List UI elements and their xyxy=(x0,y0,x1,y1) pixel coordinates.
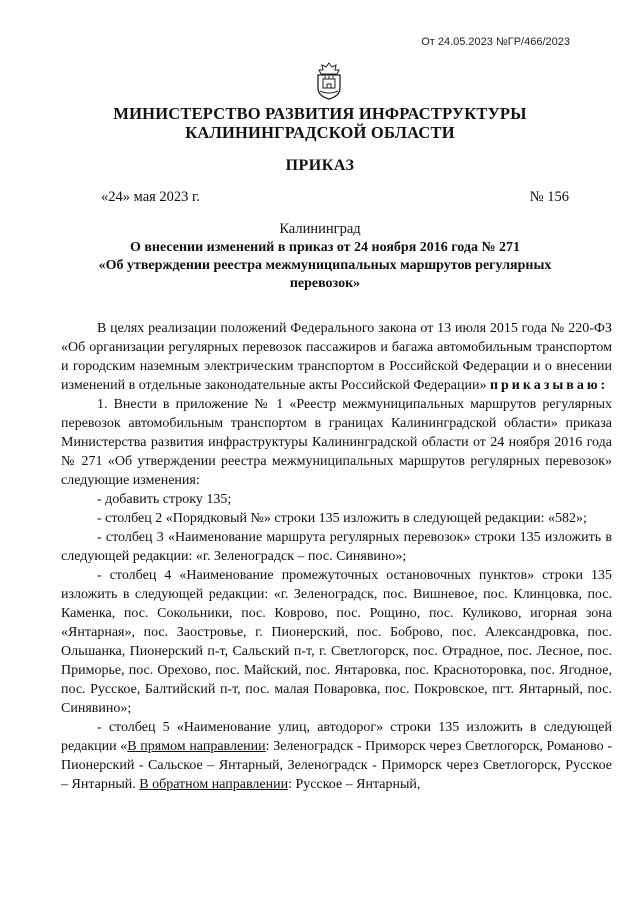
paragraph-column-2: - столбец 2 «Порядковый №» строки 135 изложить в следующей редакции: «582»; xyxy=(97,511,587,526)
paragraph-column-4: - столбец 4 «Наименование промежуточных остановочных пунктов» строки 135 изложить в следующей редакции: «г. Зеленоградск, пос. Вишневое, пос. Клинцовка, пос. Каменка, пос. Сокольники, пос. Коврово, пос. Рощино, пос. Куликово, игорная зона «Янтарная», пос. Заостровье, г. Пионерский, пос. Боброво, пос. Александровка, пос. Ольшанка, Пионерский п-т, Сальский п-т, г. Светлогорск, пос. Отрадное, пос. Лесное, пос. Приморье, пос. Орехово, пос. Майский, пос. Янтаровка, пос. Красноторовка, пос. Ягодное, пос. Русское, Балтийский п-т, пос. малая Поваровка, пос. Покровское, пгт. Янтарный, пос. Синявино»; xyxy=(61,568,612,716)
registration-stamp: От 24.05.2023 №ГР/466/2023 xyxy=(421,36,570,48)
coat-of-arms-icon xyxy=(314,62,344,100)
paragraph-column-3: - столбец 3 «Наименование маршрута регулярных перевозок» строки 135 изложить в следующей редакции: «г. Зеленоградск – пос. Синявино»; xyxy=(61,530,612,564)
direct-direction-text: : Зеленоградск - Приморск через Светлогорск, Романово - Пионерский - Сальское – Янтарный, Зеленоградск - Приморск через Светлогорск, Русское – Янтарный. xyxy=(61,739,612,792)
reverse-direction-label: В обратном направлении xyxy=(139,777,289,792)
document-subject xyxy=(70,239,580,293)
ministry-region: КАЛИНИНГРАДСКОЙ ОБЛАСТИ xyxy=(185,123,455,142)
ministry-name: МИНИСТЕРСТВО РАЗВИТИЯ ИНФРАСТРУКТУРЫ xyxy=(113,104,527,123)
direct-direction-label: В прямом направлении xyxy=(127,739,266,754)
preamble-text: В целях реализации положений Федерального закона от 13 июля 2015 года № 220-ФЗ «Об организации регулярных перевозок пассажиров и багажа автомобильным транспортом и городским наземным электрическим транспортом в Российской Федерации и о внесении изменений в отдельные законодательные акты Российской Федерации» xyxy=(61,321,612,393)
subject-line-1: О внесении изменений в приказ от 24 ноября 2016 года № 271 xyxy=(129,240,521,255)
column-5-intro: - столбец 5 «Наименование улиц, автодорог» строки 135 изложить в следующей редакции « xyxy=(61,720,612,754)
reverse-direction-text: : Русское – Янтарный, xyxy=(288,777,421,792)
paragraph-item-1: 1. Внести в приложение № 1 «Реестр межмуниципальных маршрутов регулярных перевозок автомобильным транспортом в границах Калининградской области» приказа Министерства развития инфраструктуры Калининградской области от 24 ноября 2016 года № 271 «Об утверждении реестра межмуниципальных маршрутов регулярных перевозок» следующие изменения: xyxy=(61,397,612,488)
ministry-header xyxy=(0,104,640,142)
document-number: № 156 xyxy=(529,189,569,205)
paragraph-column-5 xyxy=(61,718,612,794)
subject-line-2: «Об утверждении реестра межмуниципальных маршрутов регулярных перевозок» xyxy=(98,258,552,291)
paragraph-add-row: - добавить строку 135; xyxy=(97,492,232,507)
paragraph-preamble xyxy=(61,319,612,395)
document-date: «24» мая 2023 г. xyxy=(101,189,200,205)
order-verb: приказываю: xyxy=(489,378,609,393)
document-body xyxy=(61,319,612,794)
document-city: Калининград xyxy=(279,221,361,237)
document-type: ПРИКАЗ xyxy=(285,157,355,174)
